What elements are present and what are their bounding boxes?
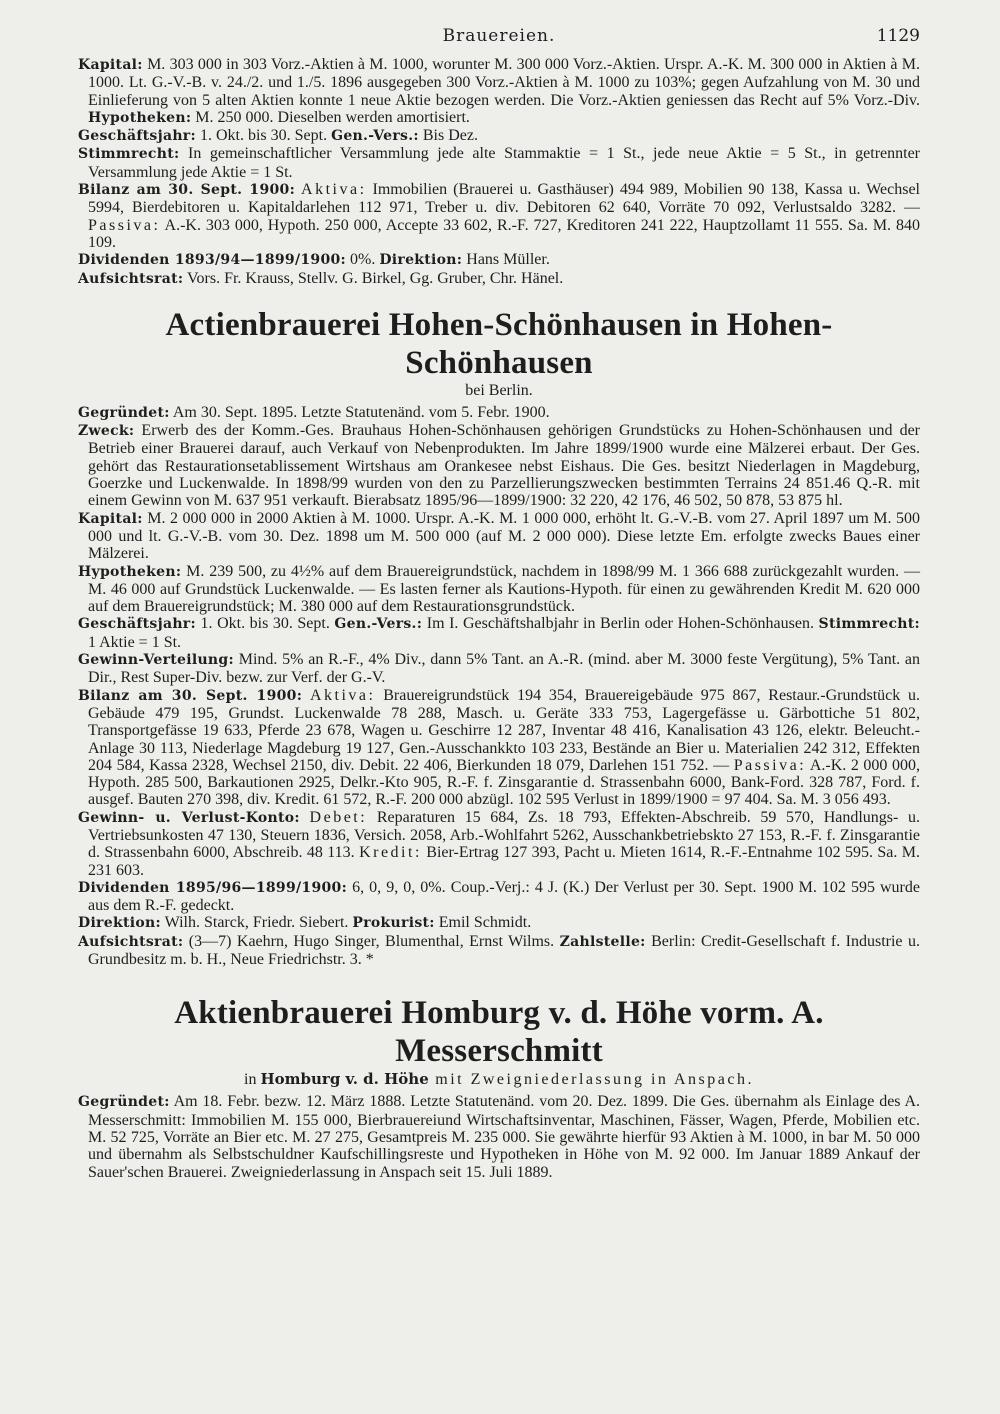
- zweck-text: Erwerb des der Komm.-Ges. Brauhaus Hohen-Schönhausen gehörigen Grundstücks zu Hohen-Schönhausen und der Betrieb einer Brauerei darauf, auch Verkauf von Nebenprodukten. Im Jahre 1899/1900 wurde eine Mälzerei erbaut. Der Ges. gehört das Restaurationsetablissement Wirtshaus am Orankesee nebst Eishaus. Die Ges. besitzt Niederlagen in Magdeburg, Goerzke und Luckenwalde. In 1898/99 wurden von den zu Parzellierungszwecken bestimmten Terrains 24 851.46 Q.-R. mit einem Gewinn von M. 637 951 verkauft. Bierabsatz 1895/96—1899/1900: 32 220, 42 176, 46 502, 50 878, 53 875 hl.: [88, 422, 920, 510]
- gen-vers-label: Gen.-Vers.:: [331, 128, 419, 145]
- direktion-label: Direktion:: [78, 915, 161, 932]
- company-title-hohen-schoenhausen: Actienbrauerei Hohen-Schönhausen in Hohen-Schönhausen: [165, 306, 833, 381]
- gewinn-verteilung-label: Gewinn-Verteilung:: [78, 652, 234, 669]
- zahlstelle-label: Zahlstelle:: [559, 933, 646, 950]
- direktion-text: Hans Müller.: [462, 251, 550, 269]
- dividenden-text: 0%.: [346, 251, 380, 269]
- direktion-text: Wilh. Starck, Friedr. Siebert.: [160, 914, 353, 932]
- geschaeftsjahr-text: 1. Okt. bis 30. Sept.: [195, 615, 335, 633]
- zahlstelle-text: Berlin: Credit-Gesellschaft f. Industrie u. Grundbesitz m. b. H., Neue Friedrichstr. 3. *: [88, 932, 920, 969]
- bilanz-label: Bilanz am 30. Sept. 1900:: [78, 182, 296, 199]
- geschaeftsjahr-text: 1. Okt. bis 30. Sept.: [195, 127, 332, 145]
- gegruendet-paragraph: [78, 1093, 920, 1180]
- gen-vers-text: Bis Dez.: [418, 127, 478, 145]
- stimmrecht-text: 1 Aktie = 1 St.: [88, 633, 182, 651]
- gewinn-verlust-paragraph: [78, 809, 920, 879]
- zweck-label: Zweck:: [78, 423, 135, 440]
- dividenden-text: 6, 0, 9, 0, 0%. Coup.-Verj.: 4 J. (K.) Der Verlust per 30. Sept. 1900 M. 102 595 wurde aus dem R.-F. gedeckt.: [88, 878, 920, 915]
- passiva-label: Passiva:: [88, 216, 161, 234]
- stimmrecht-label: Stimmrecht:: [78, 146, 180, 163]
- hypotheken-text: M. 250 000. Dieselben werden amortisiert.: [191, 108, 470, 126]
- kapital-text: M. 303 000 in 303 Vorz.-Aktien à M. 1000, worunter M. 300 000 Vorz.-Aktien. Urspr. A.-K. M. 300 000 in Aktien à M. 1000. Lt. G.-V.-B. v. 24./2. und 1./5. 1896 ausgegeben 300 Vorz.-Aktien à M. 1000 zu 103%; gegen Aufzahlung von M. 30 und Einlieferung von 5 alten Aktien konnte 1 neue Aktie bezogen werden. Die Vorz.-Aktien geniessen das Recht auf 5% Vorz.-Div.: [88, 56, 920, 109]
- aktiva-text: Brauereigrundstück 194 354, Brauereigebäude 975 867, Restaur.-Grundstück u. Gebäude 479 195, Grundst. Luckenwalde 78 288, Masch. u. Geräte 333 753, Lagergefässe u. Gärbottiche 51 802, Transportgefässe 19 633, Pferde 23 678, Wagen u. Geschirre 12 287, Inventar 48 416, Kanalisation 43 126, elektr. Beleucht.-Anlage 30 113, Niederlage Magdeburg 19 127, Gen.-Ausschankkto 103 233, Bestände an Bier u. Materialien 242 312, Effekten 204 584, Kassa 2328, Wechsel 2150, div. Debit. 22 406, Bierkunden 18 079, Darlehen 151 752. —: [88, 686, 921, 774]
- stimmrecht-paragraph: [78, 145, 920, 181]
- geschaeftsjahr-paragraph: [78, 127, 920, 145]
- kredit-text: Bier-Ertrag 127 393, Pacht u. Mieten 1614, R.-F.-Entnahme 102 595. Sa. M. 231 603.: [88, 844, 921, 879]
- gewinn-verteilung-paragraph: [78, 651, 920, 687]
- debet-text: Reparaturen 15 684, Zs. 18 793, Effekten-Abschreib. 59 570, Handlungs- u. Vertriebsunkosten 47 130, Steuern 1836, Versich. 2058, Arb.-Wohlfahrt 5262, Ausschankbetriebskto 27 153, R.-F. f. Zinsgarantie d. Strassenbahn 6000, Abschreib. 48 113.: [88, 808, 921, 862]
- geschaeftsjahr-label: Geschäftsjahr:: [78, 616, 196, 633]
- prokurist-label: Prokurist:: [352, 915, 435, 932]
- aufsichtsrat-label: Aufsichtsrat:: [78, 933, 184, 950]
- aktiva-text: Immobilien (Brauerei u. Gasthäuser) 494 989, Mobilien 90 138, Kassa u. Wechsel 5994, Bierdebitoren u. Kapitaldarlehen 112 971, Treber u. div. Debitoren 62 640, Vorräte 70 092, Verlustsaldo 3282. —: [88, 181, 921, 217]
- aktiva-label: Aktiva:: [309, 686, 376, 704]
- dividenden-label: Dividenden 1895/96—1899/1900:: [78, 879, 348, 896]
- passiva-text: A.-K. 303 000, Hypoth. 250 000, Accepte 33 602, R.-F. 727, Kreditoren 241 222, Hauptzollamt 11 555. Sa. M. 840 109.: [88, 216, 920, 251]
- kapital-label: Kapital:: [78, 510, 143, 527]
- aufsichtsrat-label: Aufsichtsrat:: [78, 270, 184, 287]
- gen-vers-label: Gen.-Vers.:: [334, 616, 423, 633]
- aktiva-label: Aktiva:: [301, 181, 367, 199]
- bilanz-paragraph: [78, 687, 920, 809]
- company-subtitle-hohen-schoenhausen: bei Berlin.: [465, 381, 533, 399]
- zweck-paragraph: [78, 422, 920, 509]
- aufsichtsrat-text: (3—7) Kaehrn, Hugo Singer, Blumenthal, Ernst Wilms.: [183, 932, 560, 950]
- hypotheken-label: Hypotheken:: [88, 109, 192, 126]
- gegruendet-text: Am 30. Sept. 1895. Letzte Statutenänd. vom 5. Febr. 1900.: [169, 403, 550, 421]
- gegruendet-paragraph: [78, 404, 920, 422]
- passiva-text: A.-K. 2 000 000, Hypoth. 285 500, Barkautionen 2925, Delkr.-Kto 905, R.-F. f. Zinsgarantie d. Strassenbahn 6000, Bank-Ford. 328 787, Ford. f. ausgef. Bauten 270 398, div. Kredit. 61 572, R.-F. 200 000 abzügl. 102 595 Verlust in 1899/1900 = 97 404. Sa. M. 3 056 493.: [88, 756, 921, 809]
- passiva-label: Passiva:: [733, 756, 807, 774]
- kapital-paragraph: [78, 56, 920, 127]
- geschaeftsjahr-paragraph: [78, 615, 920, 651]
- bilanz-label: Bilanz am 30. Sept. 1900:: [78, 687, 303, 704]
- subtitle-city: Homburg v. d. Höhe: [260, 1070, 429, 1089]
- dividenden-paragraph: [78, 251, 920, 269]
- kredit-label: Kredit:: [359, 844, 422, 862]
- stimmrecht-label: Stimmrecht:: [818, 616, 920, 633]
- prokurist-text: Emil Schmidt.: [434, 914, 532, 932]
- gegruendet-label: Gegründet:: [78, 1094, 170, 1111]
- kapital-text: M. 2 000 000 in 2000 Aktien à M. 1000. Urspr. A.-K. M. 1 000 000, erhöht lt. G.-V.-B. vom 27. April 1897 um M. 500 000 und lt. G.-V.-B. vom 30. Dez. 1898 um M. 500 000 (auf M. 2 000 000). Diese letzte Em. erfolgte zwecks Baues einer Mälzerei.: [88, 509, 920, 563]
- page-number: 1129: [876, 26, 920, 46]
- gegruendet-text: Am 18. Febr. bezw. 12. März 1888. Letzte Statutenänd. vom 20. Dez. 1899. Die Ges. übernahm als Einlage des A. Messerschmitt: Immobilien M. 155 000, Bierbrauereiund Wirtschaftsinventar, Maschinen, Fässer, Wagen, Pferde, Mobilien etc. M. 52 725, Vorräte an Bier etc. M. 27 275, Gesamtpreis M. 235 000. Sie gewährte hierfür 93 Aktien à M. 1000, in bar M. 50 000 und übernahm als Selbstschuldner Kaufschillingsreste und Hypotheken in Höhe von M. 92 000. Im Januar 1889 Ankauf der Sauer'schen Brauerei. Zweigniederlassung in Anspach seit 15. Juli 1889.: [88, 1093, 920, 1181]
- running-title: Brauereien.: [442, 26, 556, 46]
- bilanz-paragraph: [78, 181, 920, 251]
- geschaeftsjahr-label: Geschäftsjahr:: [78, 128, 196, 145]
- company-subtitle-homburg: [78, 1070, 920, 1089]
- aufsichtsrat-text: Vors. Fr. Krauss, Stellv. G. Birkel, Gg. Gruber, Chr. Hänel.: [183, 269, 564, 287]
- kapital-paragraph: [78, 510, 920, 563]
- company-title-homburg: Aktienbrauerei Homburg v. d. Höhe vorm. A. Messerschmitt: [174, 995, 824, 1070]
- direktion-label: Direktion:: [379, 252, 463, 269]
- dividenden-paragraph: [78, 879, 920, 915]
- debet-label: Debet:: [309, 808, 368, 826]
- hypotheken-paragraph: [78, 563, 920, 616]
- kapital-label: Kapital:: [78, 57, 143, 73]
- hypotheken-text: M. 239 500, zu 4½% auf dem Brauereigrundstück, nachdem in 1898/99 M. 1 366 688 zurückgezahlt wurden. — M. 46 000 auf Grundstück Luckenwalde. — Es lasten ferner als Kautions-Hypoth. für einen zu gewährenden Kredit M. 620 000 auf dem Brauereigrundstück; M. 380 000 auf dem Restaurationsgrundstück.: [88, 562, 920, 616]
- subtitle-prefix: in: [244, 1071, 261, 1089]
- gen-vers-text: Im I. Geschäftshalbjahr in Berlin oder Hohen-Schönhausen.: [422, 615, 819, 633]
- aufsichtsrat-paragraph: [78, 933, 920, 969]
- gewinn-verteilung-text: Mind. 5% an R.-F., 4% Div., dann 5% Tant. an A.-R. (mind. aber M. 3000 feste Vergütung), 5% Tant. an Dir., Rest Super-Div. bezw. zur Verf. der G.-V.: [88, 651, 920, 687]
- subtitle-suffix: mit Zweigniederlassung in Anspach.: [428, 1071, 754, 1089]
- aufsichtsrat-paragraph: [78, 270, 920, 288]
- direktion-paragraph: [78, 914, 920, 932]
- hypotheken-label: Hypotheken:: [78, 563, 182, 580]
- stimmrecht-text: In gemeinschaftlicher Versammlung jede alte Stammaktie = 1 St., jede neue Aktie = 5 St., in getrennter Versammlung jede Aktie = 1 St.: [88, 145, 920, 181]
- gewinn-verlust-label: Gewinn- u. Verlust-Konto:: [78, 809, 300, 826]
- running-header: [78, 26, 920, 56]
- dividenden-label: Dividenden 1893/94—1899/1900:: [78, 252, 347, 269]
- gegruendet-label: Gegründet:: [78, 404, 170, 421]
